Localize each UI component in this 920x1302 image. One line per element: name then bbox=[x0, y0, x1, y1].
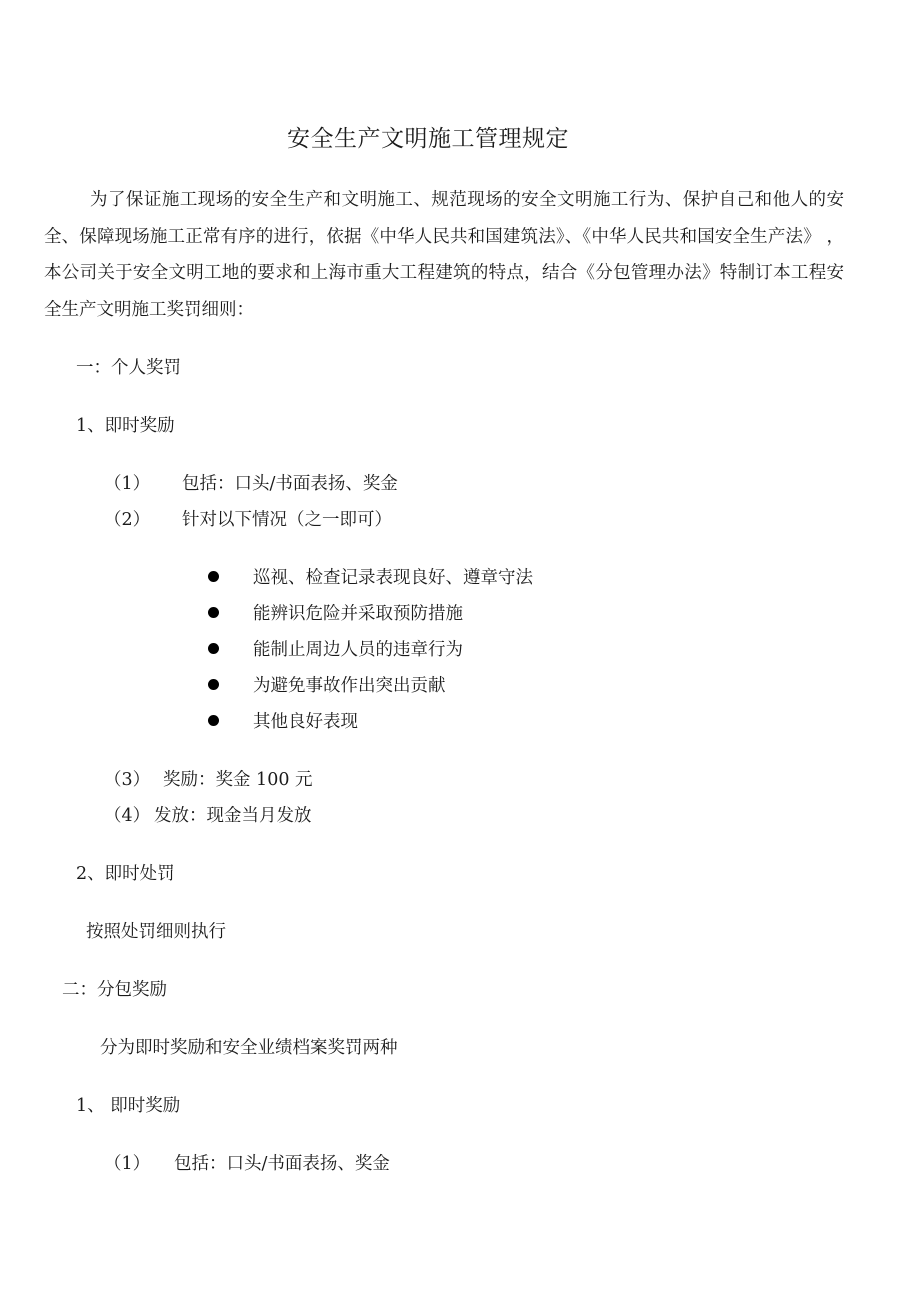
bullet-dot-icon bbox=[208, 643, 219, 654]
section1-sub2-text: 按照处罚细则执行 bbox=[86, 922, 226, 942]
item-number: （4） bbox=[104, 806, 151, 826]
bullet-item: 巡视、检查记录表现良好、遵章守法 bbox=[208, 564, 533, 589]
item-number: （1） bbox=[104, 1154, 151, 1174]
intro-paragraph: 为了保证施工现场的安全生产和文明施工、规范现场的安全文明施工行为、保护自己和他人的安全、保障现场施工正常有序的进行，依据《中华人民共和国建筑法》、《中华人民共和国安全生产法》 ，本公司关于安全文明工地的要求和上海市重大工程建筑的特点，结合《分包管理办法》特制订本工程安全生产文明施工奖罚细则： bbox=[44, 190, 844, 320]
section1-sub1-item2 bbox=[104, 506, 392, 531]
section2-text: 分为即时奖励和安全业绩档案奖罚两种 bbox=[100, 1038, 398, 1058]
bullet-dot-icon bbox=[208, 715, 219, 726]
item-text: 包括：口头/书面表扬、奖金 bbox=[174, 1154, 390, 1174]
section1-sub1-item4 bbox=[104, 802, 312, 827]
item-text: 发放：现金当月发放 bbox=[154, 806, 312, 826]
bullet-item: 能制止周边人员的违章行为 bbox=[208, 636, 463, 661]
item-number: （2） bbox=[104, 510, 151, 530]
section2-sub1-label: 1、 即时奖励 bbox=[76, 1096, 181, 1116]
item-number: （3） bbox=[104, 770, 151, 790]
section1-sub1-item1 bbox=[104, 470, 398, 495]
bullet-item: 其他良好表现 bbox=[208, 708, 358, 733]
bullet-item: 能辨识危险并采取预防措施 bbox=[208, 600, 463, 625]
item-text: 奖励：奖金 100 元 bbox=[163, 770, 313, 790]
section1-sub2-label: 2、即时处罚 bbox=[76, 864, 175, 884]
bullet-dot-icon bbox=[208, 571, 219, 582]
document-title: 安全生产文明施工管理规定 bbox=[287, 126, 569, 152]
section1-heading: 一：个人奖罚 bbox=[76, 358, 181, 378]
bullet-dot-icon bbox=[208, 679, 219, 690]
bullet-dot-icon bbox=[208, 607, 219, 618]
item-number: （1） bbox=[104, 474, 151, 494]
section2-sub1-item1 bbox=[104, 1150, 390, 1175]
item-text: 包括：口头/书面表扬、奖金 bbox=[182, 474, 398, 494]
section2-heading: 二：分包奖励 bbox=[62, 980, 167, 1000]
item-text: 针对以下情况（之一即可） bbox=[182, 510, 392, 530]
section1-sub1-item3 bbox=[104, 766, 313, 791]
bullet-item: 为避免事故作出突出贡献 bbox=[208, 672, 446, 697]
section1-sub1-label: 1、即时奖励 bbox=[76, 416, 175, 436]
